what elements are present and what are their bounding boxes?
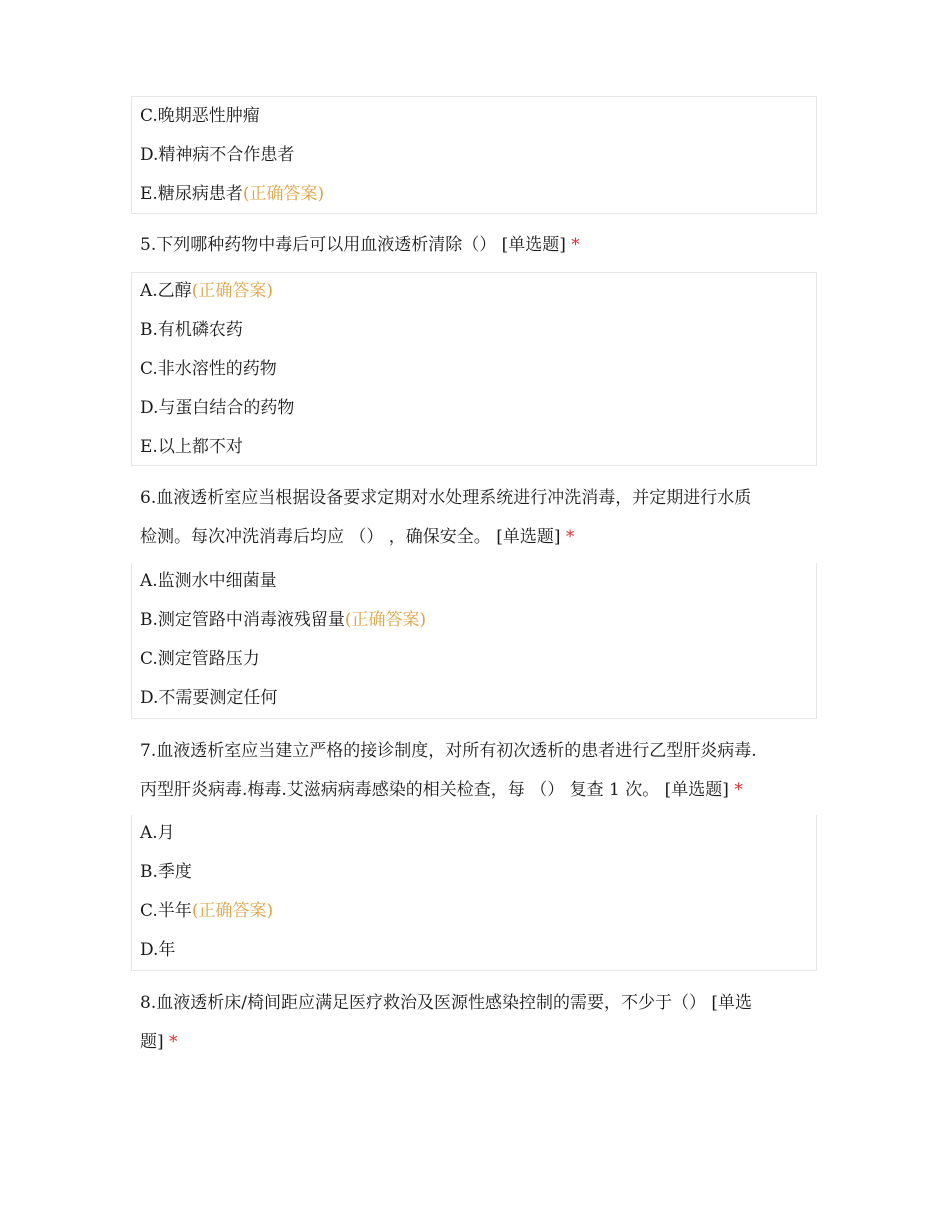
q6-option-d[interactable]	[140, 687, 277, 709]
option-text: B.季度	[140, 862, 192, 882]
q5-option-e[interactable]	[140, 436, 243, 458]
q6-option-a[interactable]	[140, 570, 277, 592]
q7-option-c[interactable]	[140, 900, 273, 922]
q6-option-b[interactable]	[140, 609, 426, 631]
option-text: B.测定管路中消毒液残留量	[140, 610, 345, 630]
option-text: C.半年	[140, 901, 192, 921]
question-line: 8.血液透析床/椅间距应满足医疗救治及医源性感染控制的需要，不少于（） [单选	[140, 993, 752, 1013]
q5-options-box	[131, 272, 817, 466]
correct-answer-mark: (正确答案)	[191, 901, 274, 921]
option-text: C.非水溶性的药物	[140, 359, 277, 379]
q5-option-a[interactable]	[140, 280, 273, 302]
question-line: 7.血液透析室应当建立严格的接诊制度，对所有初次透析的患者进行乙型肝炎病毒.	[140, 741, 757, 761]
question-line: 5.下列哪种药物中毒后可以用血液透析清除（） [单选题] *	[140, 235, 580, 255]
option-text: D.年	[140, 940, 176, 960]
question-line: 题] *	[140, 1032, 178, 1052]
q4-option-e[interactable]	[140, 183, 324, 205]
q7-option-a[interactable]	[140, 822, 175, 844]
correct-answer-mark: (正确答案)	[191, 281, 273, 301]
required-mark: *	[571, 235, 580, 255]
option-text: A.月	[140, 823, 175, 843]
q5-option-b[interactable]	[140, 319, 243, 341]
option-text: A.监测水中细菌量	[140, 571, 277, 591]
q7-question	[140, 732, 812, 810]
option-text: C.测定管路压力	[140, 649, 260, 669]
required-mark: *	[734, 780, 743, 800]
q5-option-d[interactable]	[140, 397, 294, 419]
required-mark: *	[169, 1032, 178, 1052]
q8-question	[140, 984, 812, 1062]
q6-options-box	[131, 563, 817, 719]
q4-options-box	[131, 96, 817, 214]
q7-option-b[interactable]	[140, 861, 192, 883]
q5-question	[140, 226, 812, 265]
option-text: D.与蛋白结合的药物	[140, 398, 295, 418]
option-text: C.晚期恶性肿瘤	[140, 106, 260, 126]
option-text: A.乙醇	[140, 281, 192, 301]
q4-option-d[interactable]	[140, 144, 294, 166]
correct-answer-mark: (正确答案)	[242, 184, 325, 204]
q4-option-c[interactable]	[140, 105, 260, 127]
question-line: 丙型肝炎病毒.梅毒.艾滋病病毒感染的相关检查，每 （） 复查 1 次。 [单选题] *	[140, 780, 743, 800]
q5-option-c[interactable]	[140, 358, 277, 380]
question-line: 检测。每次冲洗消毒后均应 （） ，确保安全。 [单选题] *	[140, 527, 575, 547]
q6-option-c[interactable]	[140, 648, 260, 670]
q7-options-box	[131, 815, 817, 971]
option-text: E.以上都不对	[140, 437, 243, 457]
q7-option-d[interactable]	[140, 939, 175, 961]
option-text: D.精神病不合作患者	[140, 145, 295, 165]
option-text: D.不需要测定任何	[140, 688, 278, 708]
option-text: B.有机磷农药	[140, 320, 243, 340]
required-mark: *	[565, 527, 575, 547]
q6-question	[140, 479, 812, 557]
option-text: E.糖尿病患者	[140, 184, 243, 204]
correct-answer-mark: (正确答案)	[344, 610, 427, 630]
question-line: 6.血液透析室应当根据设备要求定期对水处理系统进行冲洗消毒，并定期进行水质	[140, 488, 752, 508]
